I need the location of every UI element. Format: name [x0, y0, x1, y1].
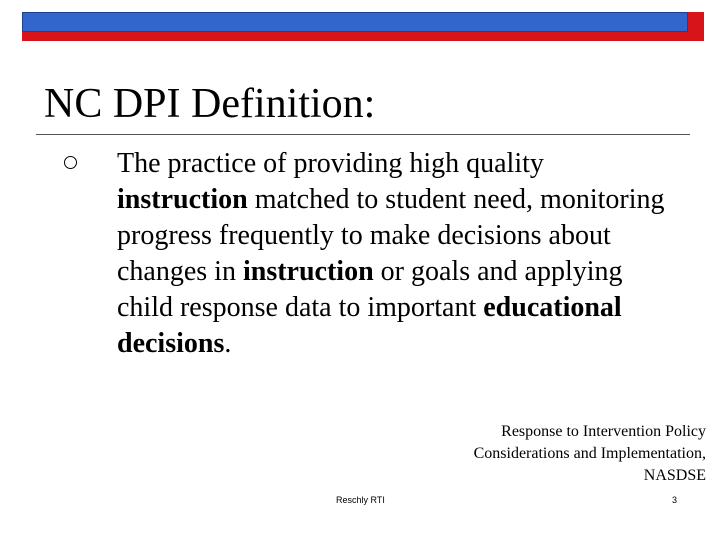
citation-line-2: Considerations and Implementation,	[473, 445, 706, 462]
bullet-circle-icon	[64, 156, 77, 169]
bullet-text-segment: or goals and applying child response data to important	[117, 256, 623, 323]
header-blue-band	[22, 12, 688, 32]
bullet-text-segment: matched to student need, monitoring progress frequently to make decisions about changes in	[117, 184, 665, 287]
footer-author: Reschly RTI	[336, 495, 385, 505]
bullet-text-segment: .	[224, 328, 232, 359]
bullet-text	[117, 146, 677, 362]
slide-title: NC DPI Definition:	[44, 81, 376, 127]
bullet-text-segment: The practice of providing high quality	[117, 148, 544, 179]
bullet-text-bold-segment: educational decisions	[117, 292, 622, 359]
header-red-band	[22, 32, 688, 41]
decorative-header-bars	[0, 12, 720, 42]
title-divider	[36, 134, 690, 135]
header-red-corner-block	[688, 12, 704, 41]
citation	[406, 421, 706, 487]
citation-line-1: Response to Intervention Policy	[501, 423, 706, 440]
bullet-text-bold-segment: instruction	[117, 184, 248, 215]
citation-line-3: NASDSE	[643, 467, 706, 484]
bullet-text-bold-segment: instruction	[242, 256, 374, 287]
page-number: 3	[672, 495, 678, 505]
